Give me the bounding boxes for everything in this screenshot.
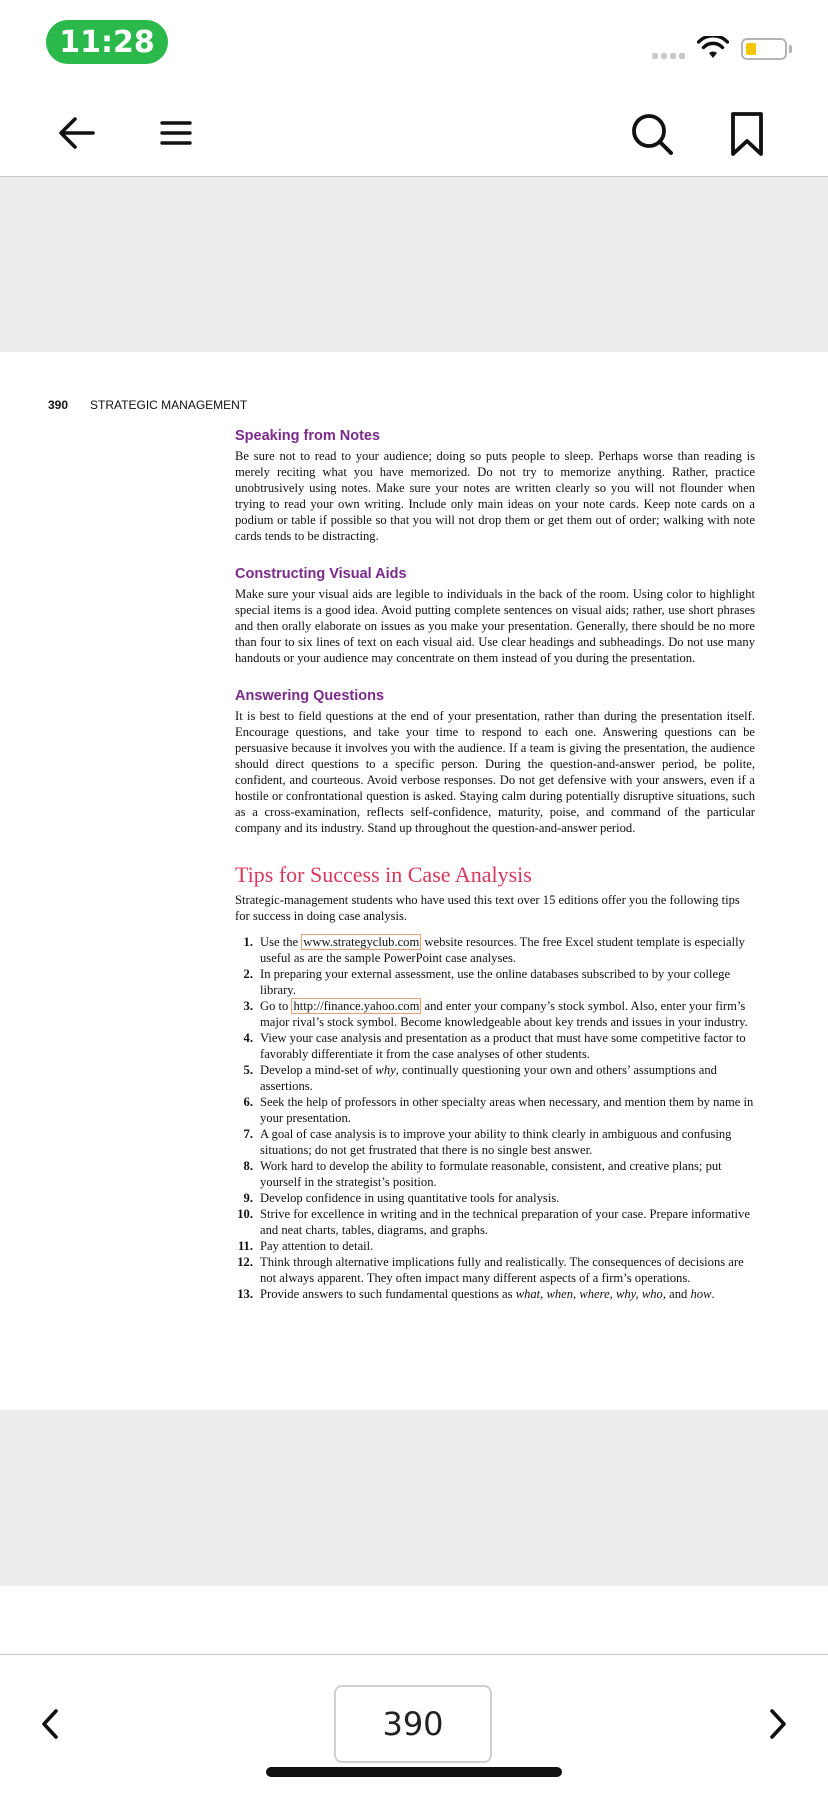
tips-intro: Strategic-management students who have used this text over 15 editions offer you the following tips for success in doing case analysis.	[235, 893, 740, 923]
section-answering-questions	[235, 688, 755, 836]
section-title: Answering Questions	[235, 688, 385, 704]
back-button[interactable]	[52, 110, 102, 156]
menu-button[interactable]	[152, 110, 200, 156]
list-item: 7. A goal of case analysis is to improve your ability to think clearly in ambiguous and confusing situations; do not get frustrated that there is no single best answer.	[243, 1127, 732, 1157]
bottom-navigation	[0, 1654, 828, 1793]
section-speaking-from-notes	[235, 428, 755, 544]
list-item: 1. Use the www.strategyclub.com website resources. The free Excel student template is especially useful as are the sample PowerPoint case analyses.	[243, 935, 745, 965]
tips-list	[235, 934, 755, 1302]
battery-icon	[741, 38, 787, 60]
list-item: 4. View your case analysis and presentation as a product that must have some competitive factor to favorably differentiate it from the case analyses of other students.	[243, 1031, 746, 1061]
book-page	[0, 352, 828, 1410]
list-item: 9. Develop confidence in using quantitative tools for analysis.	[243, 1191, 560, 1205]
top-toolbar	[0, 90, 828, 177]
list-item: 12. Think through alternative implications fully and realistically. The consequences of decisions are not always apparent. They often impact many different aspects of a firm’s operations.	[237, 1255, 744, 1285]
cellular-signal-icon	[652, 53, 685, 59]
list-item: 11. Pay attention to detail.	[237, 1239, 374, 1253]
bookmark-icon	[729, 110, 765, 158]
list-item: 3. Go to http://finance.yahoo.com and enter your company’s stock symbol. Also, enter your firm’s major rival’s stock symbol. Become knowledgeable about key trends and issues in your industry.	[243, 999, 748, 1029]
section-title: Speaking from Notes	[235, 428, 381, 444]
list-item: 2. In preparing your external assessment, use the online databases subscribed to by your college library.	[243, 967, 731, 997]
hamburger-menu-icon	[159, 118, 193, 148]
bookmark-button[interactable]	[722, 108, 772, 160]
strategyclub-link[interactable]: www.strategyclub.com	[303, 935, 420, 949]
status-bar	[0, 0, 828, 90]
section-body: Be sure not to read to your audience; doing so puts people to sleep. Perhaps worse than reading is merely reciting what you have memorized. Do not try to memorize anything. Rather, practice unobtrusively using notes. Make sure your notes are written clearly so you will not flounder when trying to read your own writing. Include only main ideas on your note cards. Keep note cards on a podium or table if possible so that you will not drop them or get them out of order; walking with note cards tends to be distracting.	[235, 449, 755, 543]
section-title: Constructing Visual Aids	[235, 566, 407, 582]
list-item: 6. Seek the help of professors in other specialty areas when necessary, and mention them by name in your presentation.	[243, 1095, 754, 1125]
section-constructing-visual-aids	[235, 566, 755, 666]
battery-cap	[789, 45, 792, 53]
home-indicator	[266, 1767, 562, 1777]
page-number-field[interactable]: 390	[334, 1685, 492, 1763]
page-gap-top	[0, 177, 828, 352]
previous-page-button[interactable]	[30, 1699, 70, 1749]
list-item: 10. Strive for excellence in writing and in the technical preparation of your case. Prepare informative and neat charts, tables, diagrams, and graphs.	[237, 1207, 750, 1237]
page-gap-bottom	[0, 1410, 828, 1586]
section-body: It is best to field questions at the end of your presentation, rather than during the presentation itself. Encourage questions, and take your time to respond to each one. Answering questions can be persuasive because it involves you with the audience. If a team is giving the presentation, the audience should direct questions to a specific person. During the question-and-answer period, be polite, confident, and courteous. Avoid verbose responses. Do not get defensive with your answers, even if a hostile or confrontational question is asked. Staying calm during potentially disruptive situations, such as a cross-examination, reflects self-confidence, maturity, poise, and command of the particular company and its industry. Stand up throughout the question-and-answer period.	[235, 709, 755, 835]
wifi-icon	[697, 36, 729, 60]
section-body: Make sure your visual aids are legible to individuals in the back of the room. Using color to highlight special items is a good idea. Avoid putting complete sentences on visual aids; rather, use short phrases and then orally elaborate on issues as you make your presentation. Generally, there should be no more than four to six lines of text on each visual aid. Use clear headings and subheadings. Do not use many handouts or your audience may concentrate on them instead of you during the presentation.	[235, 587, 755, 665]
next-page-button[interactable]	[758, 1699, 798, 1749]
chevron-left-icon	[39, 1708, 61, 1740]
list-item: 13. Provide answers to such fundamental questions as what, when, where, why, who, and how.	[237, 1287, 715, 1301]
tips-heading: Tips for Success in Case Analysis	[235, 862, 532, 887]
yahoo-finance-link[interactable]: http://finance.yahoo.com	[293, 999, 420, 1013]
chapter-title: STRATEGIC MANAGEMENT	[90, 398, 248, 412]
running-head	[48, 398, 247, 412]
search-button[interactable]	[624, 108, 680, 160]
list-item: 8. Work hard to develop the ability to formulate reasonable, consistent, and creative plans; put yourself in the strategist’s position.	[243, 1159, 722, 1189]
page-number: 390	[48, 398, 69, 412]
arrow-left-icon	[57, 115, 97, 151]
status-time: 11:28	[46, 20, 168, 64]
page-content	[235, 428, 755, 1302]
search-icon	[628, 110, 676, 158]
list-item: 5. Develop a mind-set of why, continually questioning your own and others’ assumptions and assertions.	[243, 1063, 717, 1093]
chevron-right-icon	[767, 1708, 789, 1740]
